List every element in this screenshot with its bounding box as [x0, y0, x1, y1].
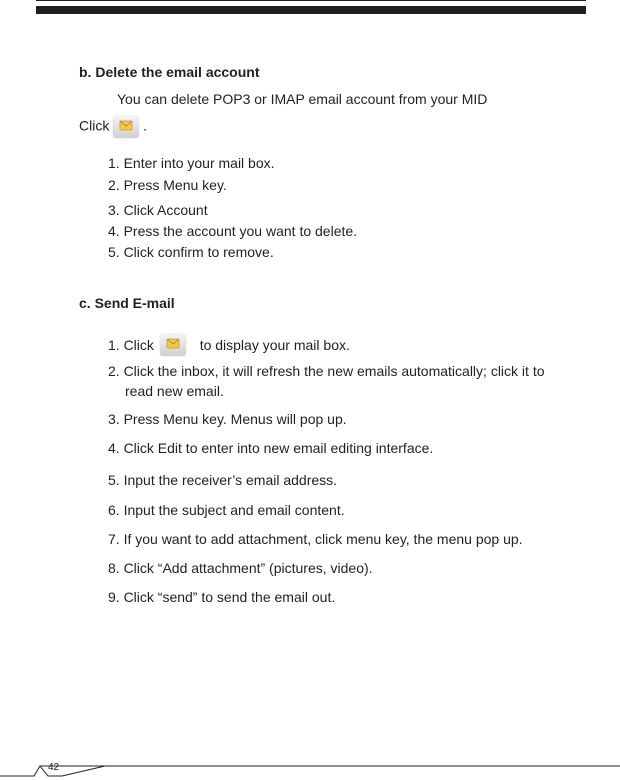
click-prefix: Click: [79, 117, 110, 134]
section-b-click-line: [79, 116, 147, 138]
step1-prefix: 1. Click: [108, 337, 154, 353]
list-item: 2. Press Menu key.: [108, 177, 227, 193]
click-suffix: .: [143, 117, 148, 134]
list-item: 4. Press the account you want to delete.: [108, 223, 358, 239]
list-item: 2. Click the inbox, it will refresh the new emails automatically; click it to: [108, 363, 545, 379]
list-item: [108, 334, 350, 356]
section-c-heading: c. Send E-mail: [79, 295, 175, 311]
list-item-continuation: read new email.: [125, 383, 224, 399]
header-rule: [36, 6, 586, 14]
section-b-intro: You can delete POP3 or IMAP email account from your MID: [117, 91, 488, 107]
list-item: 5. Click confirm to remove.: [108, 244, 274, 260]
list-item: 5. Input the receiver’s email address.: [108, 472, 338, 488]
list-item: 6. Input the subject and email content.: [108, 502, 345, 518]
header-rule-thin: [36, 0, 586, 1]
page-number: 42: [48, 762, 60, 773]
section-b-heading: b. Delete the email account: [79, 64, 260, 80]
list-item: 9. Click “send” to send the email out.: [108, 589, 336, 605]
list-item: 3. Press Menu key. Menus will pop up.: [108, 411, 347, 427]
list-item: 8. Click “Add attachment” (pictures, video).: [108, 560, 373, 576]
list-item: 4. Click Edit to enter into new email editing interface.: [108, 440, 434, 456]
footer-rule: [0, 752, 620, 780]
list-item: 3. Click Account: [108, 202, 208, 218]
email-app-icon: [160, 334, 186, 356]
list-item: 7. If you want to add attachment, click menu key, the menu pop up.: [108, 531, 523, 547]
step1-suffix: to display your mail box.: [199, 337, 350, 353]
list-item: 1. Enter into your mail box.: [108, 155, 275, 171]
email-app-icon: [113, 116, 139, 138]
